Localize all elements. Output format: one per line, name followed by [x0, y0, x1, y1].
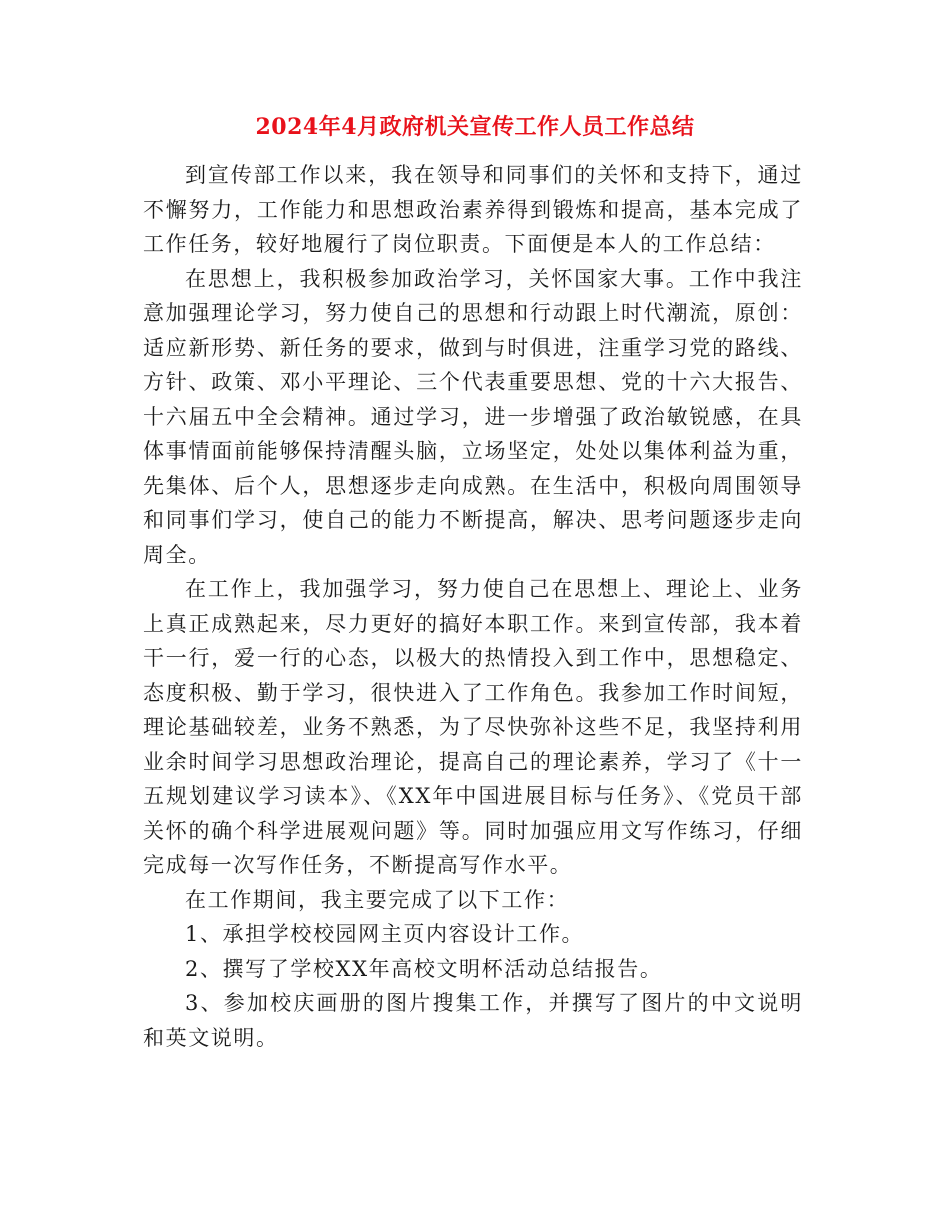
list-item-2: 2、撰写了学校XX年高校文明杯活动总结报告。 [185, 956, 663, 981]
list-item-3: 3、参加校庆画册的图片搜集工作，并撰写了图片的中文说明和英文说明。 [143, 991, 803, 1050]
document-title: 2024年4月政府机关宣传工作人员工作总结 [255, 114, 695, 140]
paragraph-work: 在工作上，我加强学习，努力使自己在思想上、理论上、业务上真正成熟起来，尽力更好的搞好本职工作。来到宣传部，我本着干一行，爱一行的心态，以极大的热情投入到工作中，思想稳定、态度积极、勤于学习，很快进入了工作角色。我参加工作时间短，理论基础较差，业务不熟悉，为了尽快弥补这些不足，我坚持利用业余时间学习思想政治理论，提高自己的理论素养，学习了《十一五规划建议学习读本》、《XX年中国进展目标与任务》、《党员干部关怀的确个科学进展观问题》等。同时加强应用文写作练习，仔细完成每一次写作任务，不断提高写作水平。 [143, 577, 803, 877]
list-item-1: 1、承担学校校园网主页内容设计工作。 [185, 922, 585, 946]
paragraph-work-list-intro: 在工作期间，我主要完成了以下工作： [185, 887, 570, 912]
paragraph-ideology: 在思想上，我积极参加政治学习，关怀国家大事。工作中我注意加强理论学习，努力使自己的思想和行动跟上时代潮流，原创：适应新形势、新任务的要求，做到与时俱进，注重学习党的路线、方针、政策、邓小平理论、三个代表重要思想、党的十六大报告、十六届五中全会精神。通过学习，进一步增强了政治敏锐感，在具体事情面前能够保持清醒头脑，立场坚定，处处以集体利益为重，先集体、后个人，思想逐步走向成熟。在生活中，积极向周围领导和同事们学习，使自己的能力不断提高，解决、思考问题逐步走向周全。 [143, 266, 803, 567]
document-body [143, 158, 803, 1055]
paragraph-intro: 到宣传部工作以来，我在领导和同事们的关怀和支持下，通过不懈努力，工作能力和思想政治素养得到锻炼和提高，基本完成了工作任务，较好地履行了岗位职责。下面便是本人的工作总结： [143, 163, 803, 256]
